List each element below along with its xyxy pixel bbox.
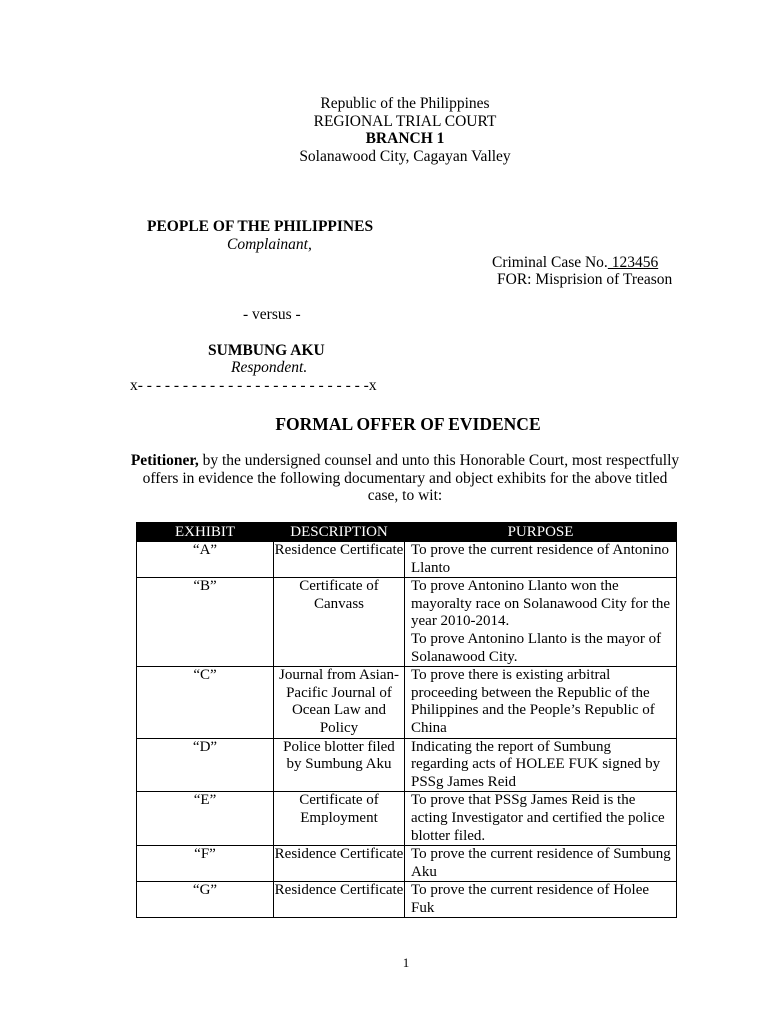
table-row <box>137 738 677 792</box>
exhibit-cell: “B” <box>137 578 274 667</box>
case-label: Criminal Case No. <box>492 254 608 271</box>
purpose-text: To prove Antonino Llanto won the mayoralty race on Solanawood City for the year 2010-2014. <box>411 578 671 630</box>
exhibit-cell: “C” <box>137 667 274 738</box>
table-header-row <box>137 523 677 542</box>
intro-text: by the undersigned counsel and unto this Honorable Court, most respectfully offers in evidence the following documentary and object exhibits for the above titled case, to wit: <box>142 452 680 504</box>
republic-line: Republic of the Philippines <box>320 95 490 112</box>
exhibit-cell: “A” <box>137 542 274 578</box>
exhibit-cell: “G” <box>137 882 274 918</box>
case-number-line <box>492 254 658 272</box>
caption-separator: x- - - - - - - - - - - - - - - - - - - - - - - - - -x <box>130 377 377 394</box>
description-cell: Residence Certificate <box>274 542 405 578</box>
purpose-cell: To prove the current residence of Sumbung Aku <box>405 846 677 882</box>
case-number: 123456 <box>607 254 659 271</box>
header-exhibit: EXHIBIT <box>137 523 274 542</box>
header-purpose: PURPOSE <box>405 523 677 542</box>
description-cell: Residence Certificate <box>274 882 405 918</box>
description-cell: Certificate of Canvass <box>274 578 405 667</box>
respondent-name: SUMBUNG AKU <box>208 342 325 359</box>
intro-lead: Petitioner, <box>130 452 199 469</box>
purpose-cell: To prove the current residence of Antonino Llanto <box>405 542 677 578</box>
complainant-role: Complainant, <box>227 236 312 253</box>
court-header <box>0 95 768 165</box>
versus-label: - versus - <box>243 306 301 323</box>
description-cell: Journal from Asian-Pacific Journal of Ocean Law and Policy <box>274 667 405 738</box>
purpose-cell <box>405 578 677 667</box>
table-row <box>137 792 677 846</box>
purpose-text-2: To prove Antonino Llanto is the mayor of Solanawood City. <box>411 630 662 665</box>
purpose-cell: Indicating the report of Sumbung regarding acts of HOLEE FUK signed by PSSg James Reid <box>405 738 677 792</box>
table-row <box>137 667 677 738</box>
respondent-role: Respondent. <box>231 359 308 376</box>
exhibit-cell: “F” <box>137 846 274 882</box>
description-cell: Police blotter filed by Sumbung Aku <box>274 738 405 792</box>
complainant-name: PEOPLE OF THE PHILIPPINES <box>147 218 374 235</box>
table-row <box>137 578 677 667</box>
branch-line: BRANCH 1 <box>365 130 445 147</box>
purpose-cell: To prove the current residence of Holee Fuk <box>405 882 677 918</box>
description-cell: Certificate of Employment <box>274 792 405 846</box>
court-location: Solanawood City, Cagayan Valley <box>299 147 511 165</box>
table-row <box>137 882 677 918</box>
page-number: 1 <box>402 955 410 970</box>
header-description: DESCRIPTION <box>274 523 405 542</box>
evidence-table <box>136 522 677 918</box>
table-row <box>137 542 677 578</box>
document-title: FORMAL OFFER OF EVIDENCE <box>275 414 541 434</box>
purpose-cell: To prove there is existing arbitral proceeding between the Republic of the Philippines and the People’s Republic of China <box>405 667 677 738</box>
court-name: REGIONAL TRIAL COURT <box>313 112 497 130</box>
description-cell: Residence Certificate <box>274 846 405 882</box>
table-row <box>137 846 677 882</box>
exhibit-cell: “D” <box>137 738 274 792</box>
case-for: FOR: Misprision of Treason <box>497 271 673 288</box>
exhibit-cell: “E” <box>137 792 274 846</box>
purpose-cell: To prove that PSSg James Reid is the acting Investigator and certified the police blotter filed. <box>405 792 677 846</box>
intro-paragraph <box>130 452 680 505</box>
